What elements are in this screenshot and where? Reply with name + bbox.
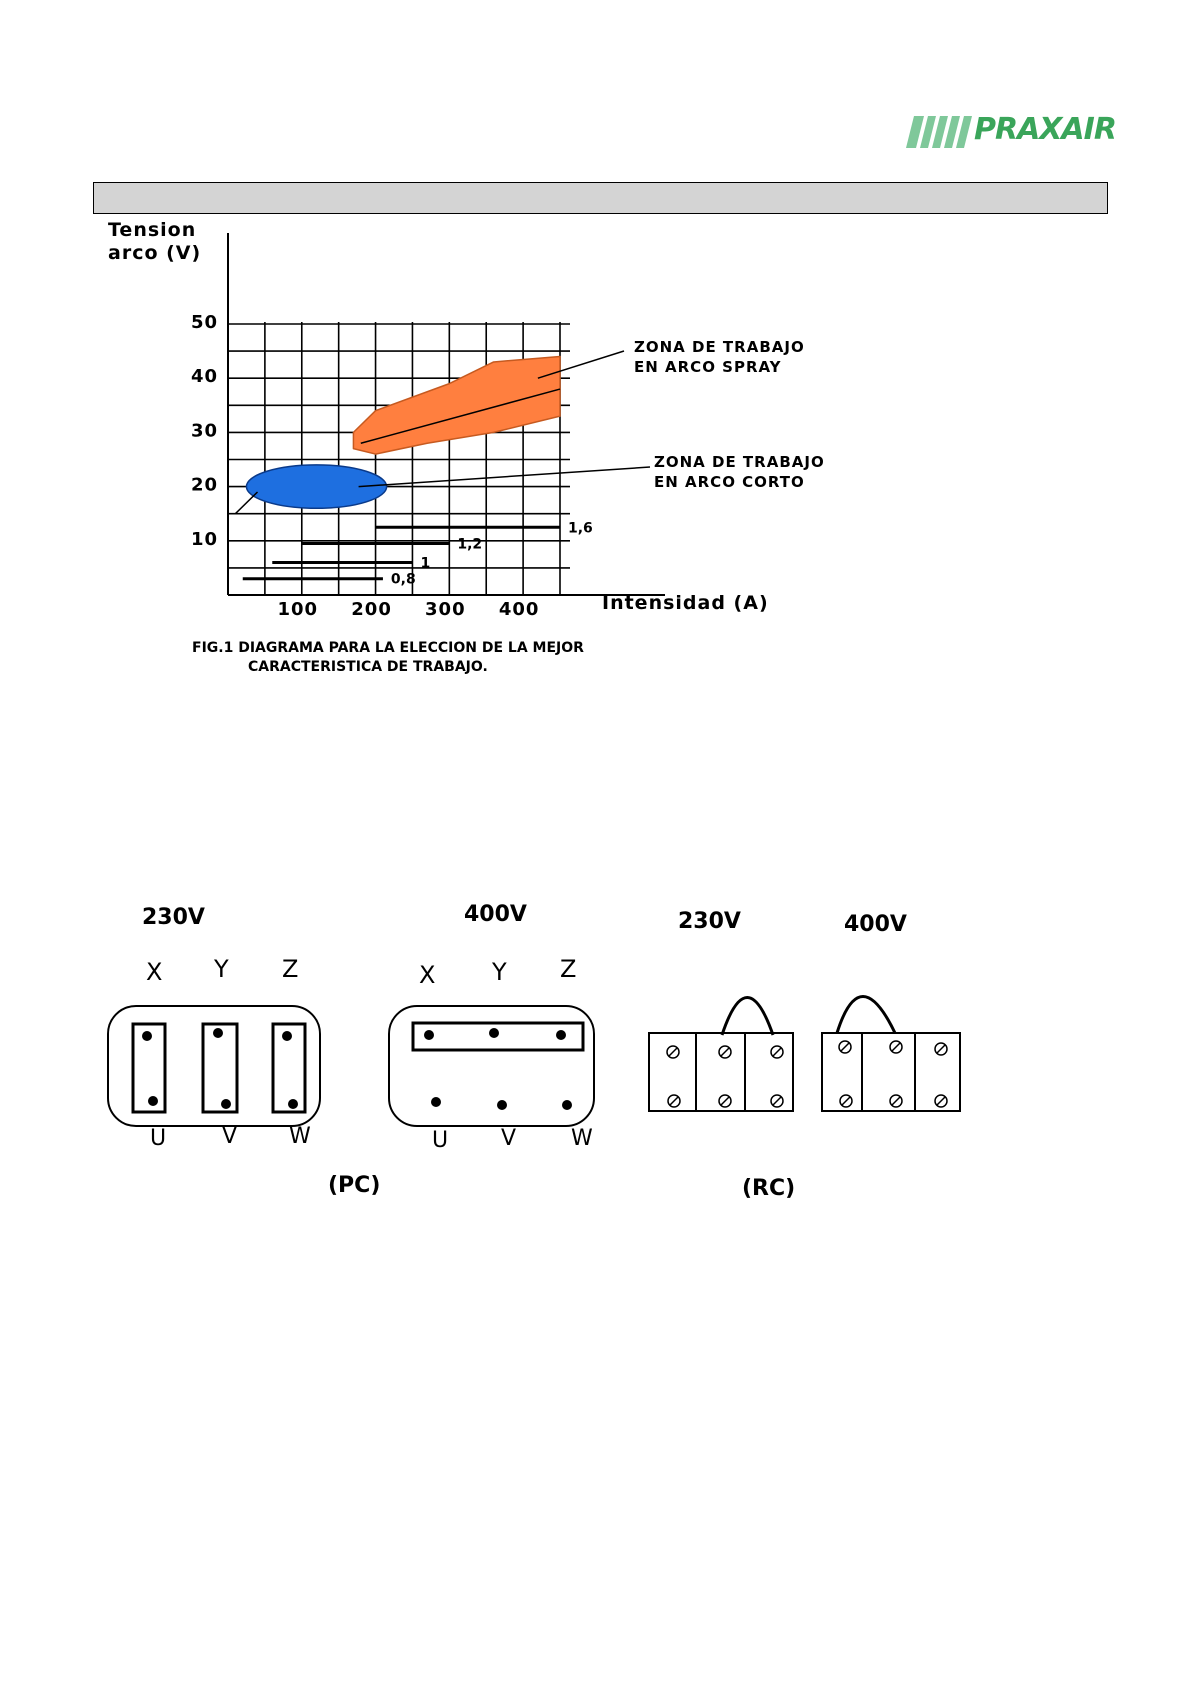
rc-label: (RC) <box>742 1176 796 1201</box>
x-tick-label: 200 <box>351 599 392 620</box>
y-tick-label: 50 <box>190 312 218 333</box>
pc-400v-terminal-dot <box>556 1030 566 1040</box>
pc-400v-terminal-dot <box>562 1100 572 1110</box>
figure-caption-line1: FIG.1 DIAGRAMA PARA LA ELECCION DE LA MEJOR <box>192 640 584 656</box>
rc-400v-screw-slot <box>892 1043 900 1051</box>
spray-zone-label-line2: EN ARCO SPRAY <box>634 358 782 376</box>
wire-range-label: 1,6 <box>568 520 593 537</box>
rc-400v-terminal-cell <box>862 1033 915 1111</box>
rc-230v-screw-slot <box>773 1097 781 1105</box>
rc-230v-screw-slot <box>773 1048 781 1056</box>
rc-400v-jumper-wire <box>837 997 895 1034</box>
spray-zone-label-line1: ZONA DE TRABAJO <box>634 338 805 356</box>
pc-400v-terminal-dot <box>497 1100 507 1110</box>
pc-230v-terminal-dot <box>213 1028 223 1038</box>
rc-400v-screw-slot <box>937 1097 945 1105</box>
wire-range-label: 1,2 <box>457 536 483 553</box>
x-tick-label: 300 <box>425 599 466 620</box>
pc-230v-terminal-dot <box>288 1099 298 1109</box>
rc-400v-terminal-cell <box>822 1033 862 1111</box>
y-tick-label: 30 <box>190 420 218 442</box>
rc-230v-terminal-cell <box>649 1033 696 1111</box>
pc-230v-terminal-w: W <box>289 1124 311 1149</box>
wire-range-label: 0,8 <box>390 571 416 588</box>
rc-230v-terminal-cell <box>696 1033 745 1111</box>
pc-230v-terminal-v: V <box>222 1124 238 1149</box>
pc-400v-terminal-z: Z <box>560 955 577 983</box>
pc-400v-terminal-u: U <box>432 1128 449 1153</box>
y-axis-label-line2: arco (V) <box>108 242 202 264</box>
pc-400v-terminal-w: W <box>571 1126 593 1151</box>
pc-230v-terminal-z: Z <box>282 955 299 983</box>
rc-400v-screw-slot <box>937 1045 945 1053</box>
pc-label: (PC) <box>328 1173 381 1198</box>
y-tick-label: 40 <box>190 366 218 388</box>
x-axis-label: Intensidad (A) <box>602 592 769 614</box>
figure-caption-line2: CARACTERISTICA DE TRABAJO. <box>248 659 488 675</box>
pc-230v-terminal-x: X <box>146 958 163 986</box>
rc-400v-screw-slot <box>841 1043 849 1051</box>
pc-400v-terminal-dot <box>489 1028 499 1038</box>
y-axis-label-line1: Tension <box>108 219 197 241</box>
pc-230v-terminal-dot <box>142 1031 152 1041</box>
rc-230v-screw-slot <box>721 1097 729 1105</box>
pc-400v-terminal-x: X <box>419 961 436 989</box>
pc-230v-terminal-dot <box>221 1099 231 1109</box>
rc-230v-jumper-wire <box>722 998 773 1036</box>
pc-230v-terminal-y: Y <box>214 955 229 983</box>
rc-230v-label: 230V <box>678 909 741 934</box>
rc-400v-label: 400V <box>844 912 907 937</box>
short-arc-zone-label-line1: ZONA DE TRABAJO <box>654 453 825 471</box>
rc-230v-terminal-cell <box>745 1033 793 1111</box>
rc-400v-screw-slot <box>892 1097 900 1105</box>
pc-400v-terminal-dot <box>424 1030 434 1040</box>
short-arc-zone-label-line2: EN ARCO CORTO <box>654 473 805 491</box>
y-tick-label: 10 <box>190 528 218 550</box>
pc-230v-terminal-dot <box>148 1096 158 1106</box>
pc-400v-label: 400V <box>464 902 527 927</box>
pc-400v-terminal-v: V <box>501 1126 517 1151</box>
rc-400v-screw-slot <box>842 1097 850 1105</box>
rc-230v-screw-slot <box>669 1048 677 1056</box>
y-tick-label: 20 <box>190 474 218 496</box>
rc-230v-screw-slot <box>721 1048 729 1056</box>
pc-230v-terminal-dot <box>282 1031 292 1041</box>
praxair-logo: PRAXAIR <box>974 112 1116 147</box>
pc-400v-terminal-y: Y <box>492 958 507 986</box>
rc-230v-screw-slot <box>670 1097 678 1105</box>
pc-230v-terminal-u: U <box>150 1126 167 1151</box>
x-tick-label: 100 <box>277 599 319 620</box>
wire-range-label: 1 <box>420 555 431 572</box>
x-tick-label: 400 <box>498 599 540 620</box>
pc-400v-terminal-dot <box>431 1097 441 1107</box>
pc-230v-label: 230V <box>142 905 205 930</box>
